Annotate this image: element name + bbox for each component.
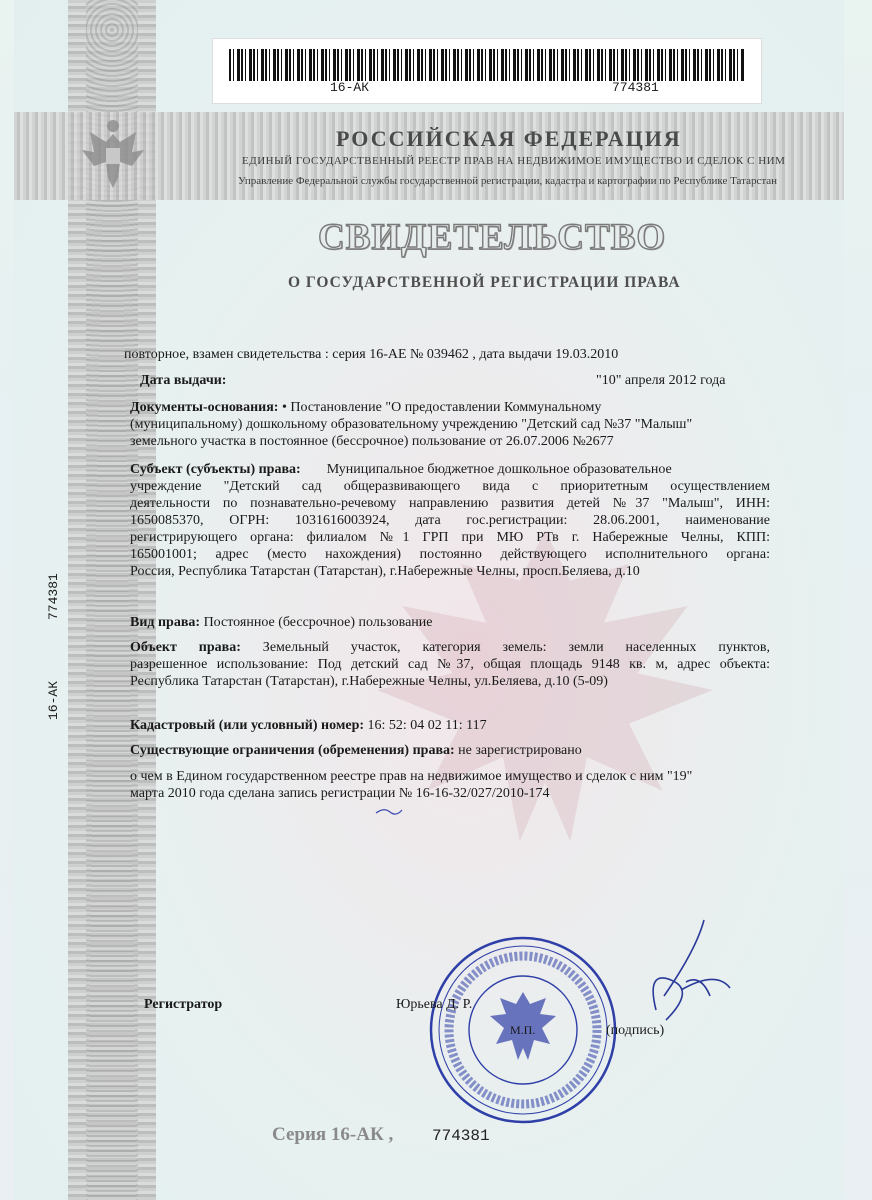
restrictions-line xyxy=(130,742,582,759)
seal-place-mark: М.П. xyxy=(510,1023,536,1037)
vertical-number: 774381 xyxy=(46,573,61,620)
footer-number: 774381 xyxy=(432,1127,490,1145)
record-line1: о чем в Едином государственном реестре прав на недвижимое имущество и сделок с ним "19" xyxy=(130,769,693,784)
issue-date-label: Дата выдачи: xyxy=(140,373,227,388)
header-registry: ЕДИНЫЙ ГОСУДАРСТВЕННЫЙ РЕЕСТР ПРАВ НА НЕДВИЖИМОЕ ИМУЩЕСТВО И СДЕЛОК С НИМ xyxy=(242,155,786,167)
barcode xyxy=(229,49,745,81)
signature-icon xyxy=(626,910,736,1030)
documents-label: Документы-основания: xyxy=(130,400,279,415)
object-line2: разрешенное использование: Под детский сад №37, общая площадь 9148 кв. м, адрес объекта: xyxy=(130,657,770,672)
document-title: СВИДЕТЕЛЬСТВО xyxy=(318,217,667,258)
object-line3: Республика Татарстан (Татарстан), г.Набережные Челны, ул.Беляева, д.10 (5-09) xyxy=(130,674,608,689)
cadastral-label: Кадастровый (или условный) номер: xyxy=(130,718,365,733)
footer-series: Серия 16-АК , xyxy=(272,1124,394,1145)
subject-line7: Россия, Республика Татарстан (Татарстан), г.Набережные Челны, просп.Беляева, д.10 xyxy=(130,564,640,579)
documents-text: • Постановление "О предоставлении Коммунальному xyxy=(278,400,602,415)
subject-line6: 165001001; адрес (место нахождения) постоянно действующего исполнительного органа: xyxy=(130,547,770,562)
document-subtitle: О ГОСУДАРСТВЕННОЙ РЕГИСТРАЦИИ ПРАВА xyxy=(288,274,681,291)
object-line1 xyxy=(130,639,770,656)
subject-line2: учреждение "Детский сад общеразвивающего вида с приоритетным осуществлением xyxy=(130,479,770,494)
right-type-value: Постоянное (бессрочное) пользование xyxy=(200,615,433,630)
registrar-name: Юрьева Д. Р. xyxy=(396,997,473,1012)
repeat-note: повторное, взамен свидетельства : серия 16-АЕ № 039462 , дата выдачи 19.03.2010 xyxy=(124,347,619,362)
cadastral-line xyxy=(130,717,487,734)
registrar-label: Регистратор xyxy=(144,997,223,1012)
object-label: Объект права: xyxy=(130,640,241,655)
barcode-number: 774381 xyxy=(612,80,659,95)
subject-line4: 1650085370, ОГРН: 1031616003924, дата гос.регистрации: 28.06.2001, наименование xyxy=(130,513,770,528)
subject-label: Субъект (субъекты) права: xyxy=(130,462,301,477)
documents-line1 xyxy=(130,399,601,416)
coat-of-arms-icon xyxy=(78,116,148,196)
documents-line3: земельного участка в постоянное (бессрочное) пользование от 26.07.2006 №2677 xyxy=(130,434,614,449)
subject-line1 xyxy=(130,461,672,478)
documents-line2: (муниципальному) дошкольному образовательному учреждению "Детский сад №37 "Малыш" xyxy=(130,417,693,432)
vertical-series: 16-АК xyxy=(46,680,61,720)
subject-line5: регистрирующего органа: филиалом №1 ГРП при МЮ РТв г. Набережные Челны, КПП: xyxy=(130,530,770,545)
issue-date-value: "10" апреля 2012 года xyxy=(596,373,726,388)
record-line2: марта 2010 года сделана запись регистрации № 16-16-32/027/2010-174 xyxy=(130,786,550,801)
cadastral-value: 16: 52: 04 02 11: 117 xyxy=(364,718,487,733)
header-country: РОССИЙСКАЯ ФЕДЕРАЦИЯ xyxy=(336,126,682,151)
restrictions-value: не зарегистрировано xyxy=(454,743,582,758)
restrictions-label: Существующие ограничения (обременения) права: xyxy=(130,743,455,758)
object-text: Земельный участок, категория земель: земли населенных пунктов, xyxy=(240,640,770,655)
right-type-label: Вид права: xyxy=(130,615,201,630)
pen-mark-icon xyxy=(374,805,404,817)
barcode-series: 16-АК xyxy=(330,80,370,95)
subject-text: Муниципальное бюджетное дошкольное образовательное xyxy=(326,462,672,477)
signature-label: (подпись) xyxy=(606,1023,665,1038)
right-type-line xyxy=(130,614,432,631)
barcode-panel xyxy=(212,38,762,104)
vertical-serial xyxy=(44,560,68,730)
header-office: Управление Федеральной службы государственной регистрации, кадастра и картографии по Республике Татарстан xyxy=(238,175,778,187)
subject-line3: деятельности по познавательно-речевому направлению развития детей №37 "Малыш", ИНН: xyxy=(130,496,770,511)
